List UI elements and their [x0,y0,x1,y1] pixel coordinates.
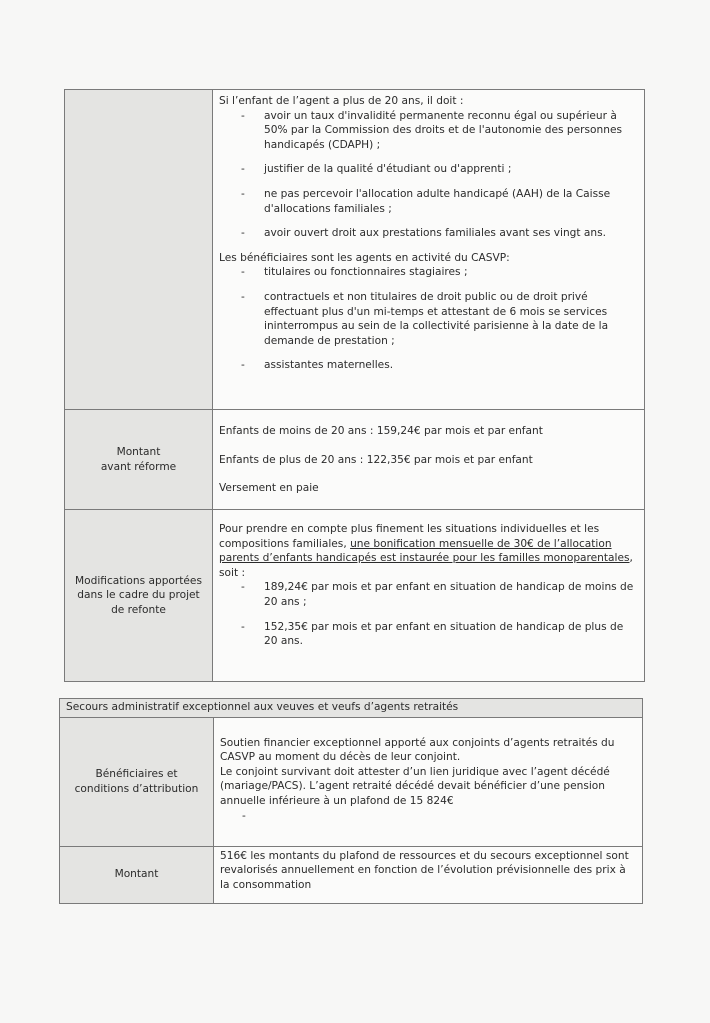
beneficiaries-cell [214,717,643,846]
support-description: Soutien financier exceptionnel apporté aux conjoints d’agents retraités du CASVP au moment du décès de leur conjoint. [220,736,615,764]
over-20-intro: Si l’enfant de l’agent a plus de 20 ans, il doit : [219,95,464,107]
list-item: - justifier de la qualité d'étudiant ou d'apprenti ; [241,163,512,176]
amount-over-20: Enfants de plus de 20 ans : 122,35€ par mois et par enfant [219,453,533,466]
amount-cell: 516€ les montants du plafond de ressources et du secours exceptionnel sont revalorisés annuellement en fonction de l’évolution prévisionnelle des prix à la consommation [214,846,643,903]
list-item: - titulaires ou fonctionnaires stagiaires ; [241,266,468,279]
list-item: - contractuels et non titulaires de droit public ou de droit privé effectuant plus d'un mi-temps et attestant de 6 mois se services ininterrompus au sein de la collectivité parisienne à la date de la demande de prestation ; [241,290,609,347]
list-item: - ne pas percevoir l'allocation adulte handicapé (AAH) de la Caisse d'allocations familiales ; [241,187,611,215]
new-amounts-list [219,580,638,648]
payment-method: Versement en paie [219,482,319,495]
widow-support-table [59,698,643,904]
modifications-cell [213,510,645,682]
dash-bullet: - [241,266,245,279]
dash-bullet: - [242,809,246,822]
list-item [220,809,636,824]
dash-bullet: - [241,620,245,633]
modifications-intro: Pour prendre en compte plus finement les situations individuelles et les compositions familiales, une bonification mensuelle de 30€ de l’allocation parents d’enfants handicapés est instaurée pour les familles monoparentales, soit : [219,523,633,579]
amount-before-cell [213,410,645,510]
row-label-beneficiaries: Bénéficiaires et conditions d’attribution [60,717,214,846]
section-title: Secours administratif exceptionnel aux veuves et veufs d’agents retraités [60,699,643,718]
dash-bullet: - [241,290,245,303]
list-item: - avoir un taux d'invalidité permanente reconnu égal ou supérieur à 50% par la Commission des droits et de l'autonomie des personnes handicapés (CDAPH) ; [241,109,622,151]
list-item: - avoir ouvert droit aux prestations familiales avant ses vingt ans. [241,227,606,240]
conditions-cell [213,90,645,410]
table-row-modifications [65,510,645,682]
table-row-conditions [65,90,645,410]
eligibility-conditions: Le conjoint survivant doit attester d’un lien juridique avec l’agent décédé (mariage/PACS). L’agent retraité décédé devait bénéficier d’une pension annuelle inférieure à un plafond de 15 824€ [220,765,610,807]
row-label-empty [65,90,213,410]
table-row-amount [60,846,643,903]
row-label-amount: Montant [60,846,214,903]
table-row-beneficiaries [60,717,643,846]
dash-bullet: - [241,359,245,372]
over-20-conditions-list [219,109,638,241]
table-header-row [60,699,643,718]
dash-bullet: - [241,187,245,200]
list-item: - 152,35€ par mois et par enfant en situation de handicap de plus de 20 ans. [241,620,624,648]
dash-bullet: - [241,581,245,594]
table-row-amount-before [65,410,645,510]
beneficiaries-intro: Les bénéficiaires sont les agents en activité du CASVP: [219,251,510,264]
empty-list [220,809,636,824]
bonus-underlined-text: une bonification mensuelle de 30€ de l’allocation parents d’enfants handicapés est instaurée pour les familles monoparentales [219,537,630,565]
dash-bullet: - [241,163,245,176]
list-item: - assistantes maternelles. [241,359,394,372]
row-label-modifications: Modifications apportées dans le cadre du projet de refonte [65,510,213,682]
row-label-amount-before: Montant avant réforme [65,410,213,510]
beneficiaries-list [219,265,638,373]
dash-bullet: - [241,227,245,240]
dash-bullet: - [241,109,245,122]
amount-under-20: Enfants de moins de 20 ans : 159,24€ par mois et par enfant [219,425,543,437]
list-item: - 189,24€ par mois et par enfant en situation de handicap de moins de 20 ans ; [241,581,634,608]
allocation-table [64,89,645,682]
